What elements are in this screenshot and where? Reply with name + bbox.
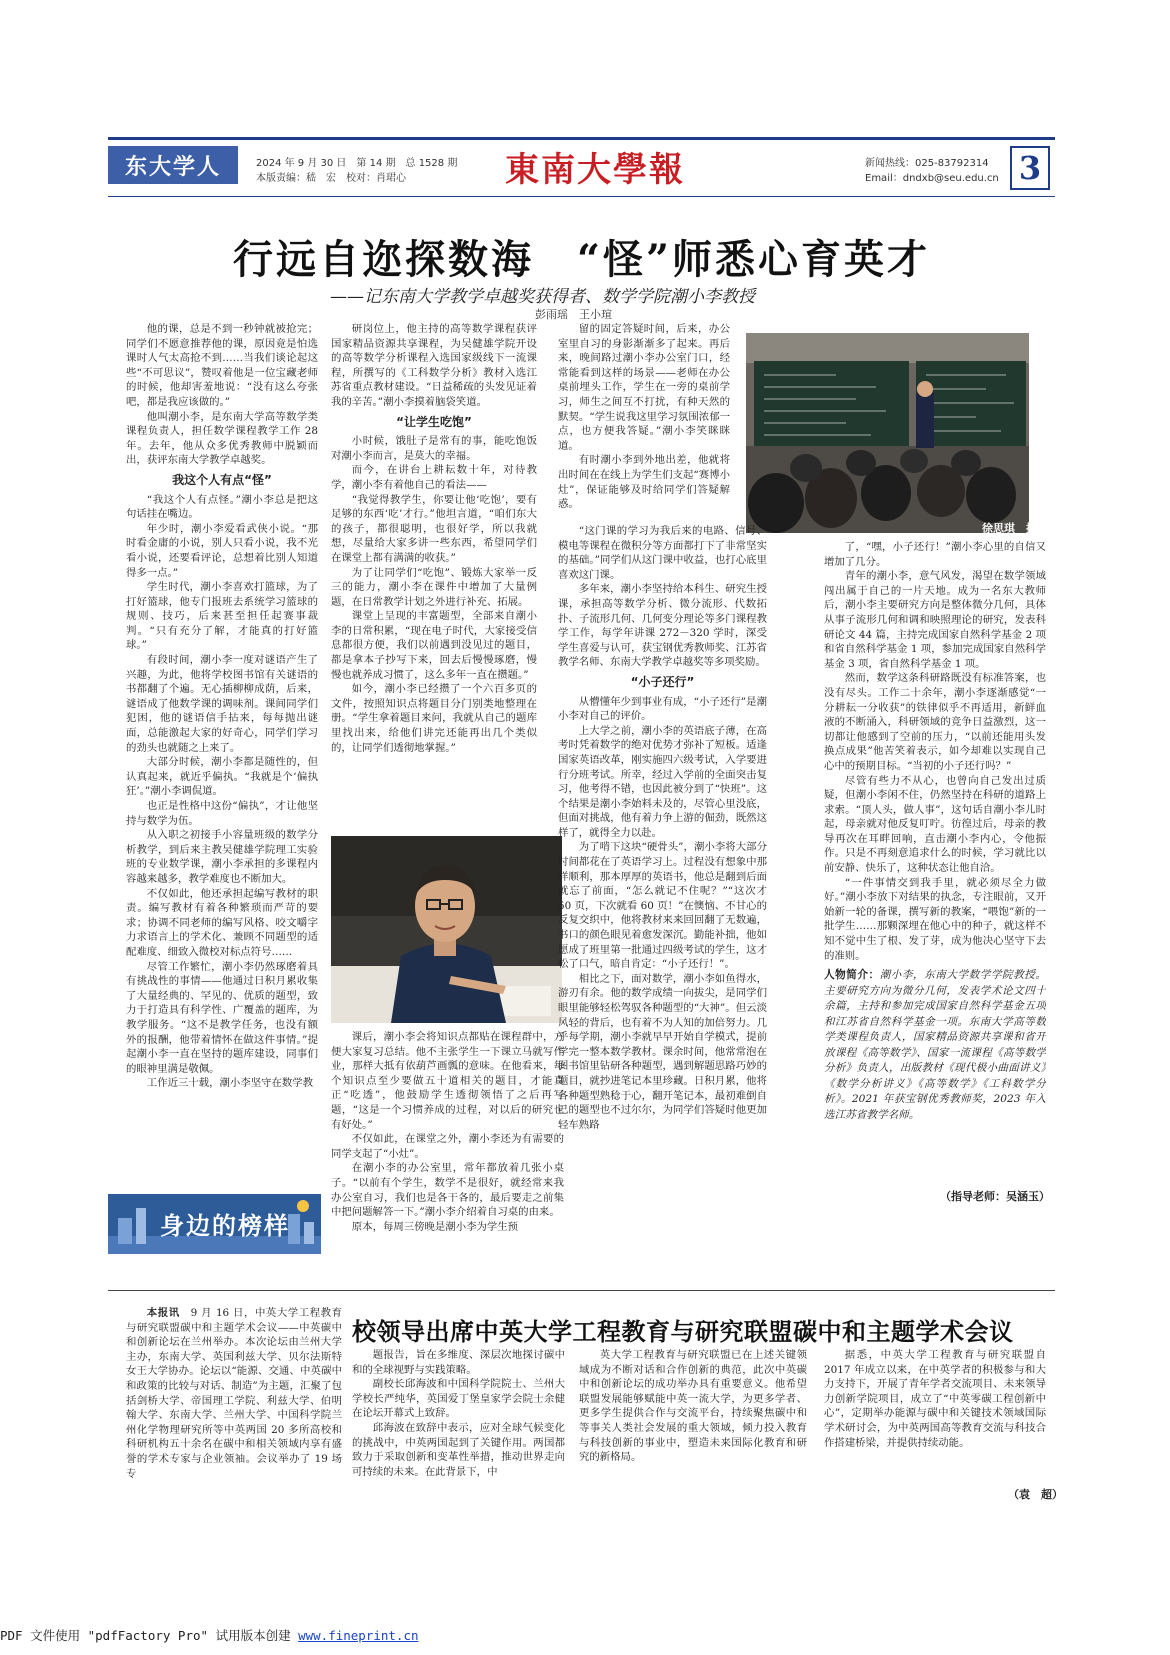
section-name: 东大学人	[108, 146, 238, 184]
portrait-image	[331, 836, 562, 1023]
feature-column-2-upper	[331, 322, 537, 830]
email[interactable]: Email：dndxb@seu.edu.cn	[865, 173, 999, 184]
paragraph: 研岗位上，他主持的高等数学课程获评国家精品资源共享课程，为吴健雄学院开设的高等数学分析课程入选国家级线下一流课程，所撰写的《工科数学分析》教材入选江苏省重点教材建设。“日益稀疏的头发见证着我的辛苦。”潮小李摸着脑袋笑道。	[331, 323, 537, 408]
news-column-1	[126, 1306, 342, 1506]
paragraph: 大部分时候，潮小李都是随性的，但认真起来，就近乎偏执。“我就是个‘偏执狂’。”潮小李调侃道。	[126, 756, 318, 798]
paragraph: 年少时，潮小李爱看武侠小说。“那时看金庸的小说，别人只看小说，我不光看小说，还要看评论，总想着比别人知道得多一点。”	[126, 522, 318, 579]
profile-text: 潮小李，东南大学数学学院教授。主要研究方向为微分几何，发表学术论文四十余篇，主持和参加完成国家自然科学基金五项和江苏省自然科学基金一项。东南大学高等数学类课程负责人，国家精品资源共享课和省开放课程《高等数学》、国家一流课程《高等数学分析》负责人，出版教材《现代极小曲面讲义》《数学分析讲义》《高等数学》《工科数学分析》。2021 年获宝钢优秀教师奖，2023 年入选江苏省教学名师。	[824, 969, 1046, 1121]
paragraph: 留的固定答疑时间，后来，办公室里自习的身影渐渐多了起来。再后来，晚间路过潮小李办公室门口，经常能看到这样的场景——老师在办公桌前埋头工作，学生在一旁的桌前学习，师生之间互不打扰，有种天然的默契。“学生说我这里学习氛围浓郁一点，也方便我答疑。”潮小李笑眯眯道。	[558, 323, 730, 452]
news-paragraph: 9 月 16 日，中英大学工程教育与研究联盟碳中和主题学术会议——中英碳中和创新论坛在兰州举办。本次论坛由兰州大学主办，东南大学、英国利兹大学、贝尔法斯特女王大学协办。论坛以“能源、交通、中英碳中和政策的比较与对话、制造”为主题，汇聚了包括剑桥大学、帝国理工学院、利兹大学、伯明翰大学、东南大学、兰州大学、中国科学院兰州化学物理研究所等中英两国 20 多所高校和科研机构五十余名在碳中和相关领域内享有盛誉的学术专家与企业领袖。会议举办了 19 场专	[126, 1307, 342, 1480]
paragraph: 小时候，饿肚子是常有的事，能吃饱饭对潮小李而言，是莫大的幸福。	[331, 435, 537, 462]
issue-line: 2024 年 9 月 30 日 第 14 期 总 1528 期	[256, 158, 458, 169]
paragraph: 有时潮小李到外地出差，他就将出时间在在线上为学生们支起“赛博小灶”，保证能够及时给同学们答疑解惑。	[558, 454, 730, 511]
paragraph: 工作近三十载，潮小李坚守在数学教	[146, 1077, 314, 1090]
paper-name-logo: 東南大學報	[505, 150, 685, 190]
paragraph: 为了让同学们“吃饱”、锻炼大家举一反三的能力，潮小李在课件中增加了大量例题，在日常教学计划之外进行补充、拓展。	[331, 566, 537, 608]
news-paragraph: 邱海波在致辞中表示，应对全球气候变化的挑战中，中英两国起到了关键作用。两国都致力于采取创新和变革性举措，推动世界走向可持续的未来。在此背景下，中	[352, 1421, 565, 1478]
paragraph: 有段时间，潮小李一度对谜语产生了兴趣，为此，他将学校图书馆有关谜语的书都翻了个遍。无心插柳柳成荫，后来，谜语成了他数学课的调味剂。课间同学们犯困，他的谜语信手拈来，每每抛出谜面，总能激起大家的好奇心，同学们学习的劲头也就随之上来了。	[126, 654, 318, 754]
paragraph: 原本，每周三傍晚是潮小李为学生预	[351, 1220, 519, 1233]
profile-box	[824, 968, 1046, 1183]
feature-column-3-upper	[558, 322, 730, 524]
profile-label: 人物简介：	[824, 969, 880, 981]
footer-text: PDF 文件使用 "pdfFactory Pro" 试用版本创建	[0, 1628, 299, 1643]
paragraph: 然而，数学这条科研路既没有标准答案，也没有尽头。工作二十余年，潮小李逐渐感觉“一分耕耘一分收获”的铁律似乎不再适用，新鲜血液的不断涌入，科研领域的竞争日益激烈，这一切都让他感到了空前的压力，“以前还能用头发换点成果”他苦笑着表示，如今却难以实现自己心中的预期目标。“当初的小子还行吗？”	[824, 672, 1046, 772]
news-headline: 校领导出席中英大学工程教育与研究联盟碳中和主题学术会议	[352, 1318, 1014, 1346]
portrait-photo	[331, 836, 562, 1023]
news-paragraph: 据悉，中英大学工程教育与研究联盟自 2017 年成立以来，在中英学者的积极参与和大力支持下，开展了青年学者交流项目、未来领导力创新学院项目，成立了“中英零碳工程创新中心”，定期举办能源与碳中和关键技术领域国际学术研讨会，为中英两国高等教育交流与科技合作搭建桥梁，并提供持续动能。	[824, 1349, 1046, 1449]
section-divider	[108, 1290, 1055, 1291]
section-heading: “让学生吃饱”	[396, 414, 472, 429]
photo-credit: 徐思琪 摄	[982, 522, 1037, 535]
advisor-note: （指导老师：吴涵玉）	[940, 1190, 1050, 1203]
paragraph: 从入职之初接手小容量班级的数学分析教学，到后来主教吴健雄学院理工实验班的专业数学课，潮小李承担的多课程内容越来越多，教学难度也不断加大。	[126, 829, 318, 885]
feature-headline: 行远自迩探数海 “怪”师悉心育英才	[232, 236, 930, 283]
feature-subheadline: ——记东南大学教学卓越奖获得者、数学学院潮小李教授	[330, 287, 755, 307]
paragraph: 多年来，潮小李坚持给本科生、研究生授课，承担高等数学分析、微分流形、代数拓扑、子流形几何、几何变分理论等多门课程教学工作，每学年讲课 272－320 学时，深受学生喜爱与认可，获宝钢优秀教师奖、江苏省教学名师、东南大学教学卓越奖等多项奖励。	[558, 583, 767, 669]
paragraph: 不仅如此，他还承担起编写教材的职责。编写教材有着各种繁琐而严苛的要求；协调不同老师的编写风格、咬文嚼字力求语言上的学术化、兼顾不同题型的适配难度、细致入微校对标点符号……	[126, 887, 318, 958]
page-number: 3	[1010, 146, 1050, 190]
paragraph: “我觉得教学生，你要让他‘吃饱’，要有足够的东西‘吃’才行。”他坦言道，“咱们东大的孩子，都很聪明，也很好学，所以我就想，尽量给大家多讲一些东西，希望同学们在课堂上都有满满的收获。”	[331, 493, 537, 564]
classroom-image	[746, 333, 1029, 533]
feature-column-3-lower	[558, 524, 767, 1260]
paragraph: 从懵懂年少到事业有成，“小子还行”是潮小李对自己的评价。	[558, 695, 767, 723]
editors-line: 本版责编：嵇 宏 校对：肖珺心	[256, 173, 406, 184]
hotline: 新闻热线：025-83792314	[865, 158, 989, 169]
paragraph: 青年的潮小李，意气风发，渴望在数学领域闯出属于自己的一片天地。成为一名东大教师后，潮小李主要研究方向是整体微分几何，具体从事子流形几何和调和映照理论的研究，发表科研论文 44 篇，主持完成国家自然科学基金 2 项和省自然科学基金 1 项，参加完成国家自然科学基金 3 项，省自然科学基金 1 项。	[824, 570, 1046, 670]
paragraph: 尽管有些力不从心，也曾向自己发出过质疑，但潮小李闲不住，仍然坚持在科研的道路上求索。“顶人头，做人事”，这句话自潮小李儿时起，母亲就对他反复叮咛。彷徨过后，母亲的教导再次在耳畔回响，直击潮小李内心，令他振作。只是不再刻意追求什么的时候，学习就比以前安静、快乐了，这种状态让他自洽。	[824, 774, 1046, 875]
section-heading: “小子还行”	[630, 674, 695, 689]
paragraph: 不仅如此，在课堂之外，潮小李还为有需要的同学支起了“小灶”。	[331, 1133, 564, 1160]
paragraph: 在潮小李的办公室里，常年都放着几张小桌子。“以前有个学生，数学不是很好，就经常来我办公室自习，我们也是各干各的，最后要走之前集中把问题解答一下。”潮小李介绍着自习桌的由来。	[331, 1162, 564, 1219]
footer-link[interactable]: www.fineprint.cn	[298, 1628, 419, 1643]
news-paragraph: 题报告，旨在多维度、深层次地探讨碳中和的全球视野与实践策略。	[352, 1349, 565, 1376]
news-lead-label: 本报讯	[146, 1307, 180, 1319]
paragraph: 了，“嘿，小子还行！”潮小李心里的自信又增加了几分。	[824, 541, 1046, 568]
news-column-3	[579, 1348, 807, 1508]
classroom-photo	[746, 333, 1029, 533]
paragraph: 也正是性格中这份“偏执”，才让他坚持与数学为伍。	[126, 800, 318, 827]
news-author: （袁 超）	[1008, 1488, 1063, 1501]
feature-column-2-lower	[331, 1030, 564, 1260]
paragraph: 而今，在讲台上耕耘数十年，对待教学，潮小李有着他自己的看法——	[331, 464, 537, 491]
news-column-2	[352, 1348, 565, 1508]
paragraph: 他的课，总是不到一秒钟就被抢完；同学们不愿意推荐他的课，原因竟是怕选课时人气太高抢不到……当我们谈论起这些“不可思议”，赞叹着他是一位宝藏老师的时候，他却害羞地说：“没有这么夸张吧，都是我应该做的。”	[126, 323, 318, 408]
pdf-footer	[0, 1626, 419, 1644]
contact-info	[865, 156, 999, 186]
section-heading: 我这个人有点“怪”	[172, 472, 272, 487]
paragraph: 尽管工作繁忙，潮小李仍然琢磨着具有挑战性的事情——他通过日积月累收集了大量经典的、罕见的、优质的题型，致力于打造具有科学性、广覆盖的题库，为教学服务。“这不是教学任务，也没有额外的报酬，他带着情怀在做这件事情。”提起潮小李一直在坚持的题库建设，同事们的眼神里满是敬佩。	[126, 960, 318, 1075]
paragraph: “一件事情交到我手里，就必须尽全力做好。”潮小李放下对结果的执念，专注眼前，又开始新一轮的备课，撰写新的教案，“喂饱”新的一批学生……那颗深埋在他心中的种子，就这样不知不觉中生了根、发了芽，成为他决心坚守下去的准则。	[824, 876, 1046, 962]
feature-byline: 彭雨瑶 王小瑄	[535, 308, 612, 321]
feature-column-1	[126, 322, 318, 1184]
paragraph: “我这个人有点怪。”潮小李总是把这句话挂在嘴边。	[126, 493, 318, 521]
paragraph: 学生时代，潮小李喜欢打篮球，为了打好篮球，他专门报班去系统学习篮球的规则、技巧，后来甚至担任起赛事裁判。“只有充分了解，才能真的打好篮球。”	[126, 581, 318, 652]
paragraph: 课后，潮小李会将知识点都贴在课程群中，方便大家复习总结。他不主张学生一下课立马就写作业，那样大抵有依葫芦画瓢的意味。在他看来，每个知识点至少要做五十道相关的题目，才能真正“吃透”，他鼓励学生透彻领悟了之后再写题，“这是一个习惯养成的过程，对以后的研究也有好处。”	[331, 1031, 564, 1131]
issue-info	[256, 156, 457, 186]
news-column-4	[824, 1348, 1046, 1480]
paragraph: 为了啃下这块“硬骨头”，潮小李将大部分时间都花在了英语学习上。过程没有想象中那样顺利，那本厚厚的英语书，他总是翻到后面就忘了前面，“怎么就记不住呢？”“这次才 50 页，下次就看 60 页！”在懊恼、不甘心的反复交织中，他将教材来来回回翻了无数遍，书口的颜色眼见着愈发深沉。勤能补拙，他如愿成了班里第一批通过四级考试的学生，这才松了口气，暗自肯定：“小子还行！”。	[558, 841, 767, 971]
paragraph: “这门课的学习为我后来的电路、信号、模电等课程在微积分等方面都打下了非常坚实的基础。”同学们从这门课中收益，也打心底里喜欢这门课。	[558, 525, 767, 581]
column-banner-title: 身边的榜样	[160, 1211, 290, 1240]
news-paragraph: 副校长邱海波和中国科学院院士、兰州大学校长严纯华，英国爱丁堡皇家学会院士余健在论坛开幕式上致辞。	[352, 1378, 565, 1420]
feature-column-4	[824, 540, 1046, 965]
news-paragraph: 英大学工程教育与研究联盟已在上述关键领域成为不断对话和合作创新的典范，此次中英碳中和创新论坛的成功举办具有重要意义。他希望联盟发展能够赋能中英一流大学，为更多学者、更多学生提供合作与交流平台，持续聚焦碳中和等事关人类社会发展的重大领域，倾力投入教育与科技创新的事业中，塑造未来国际化教育和研究的新格局。	[579, 1349, 807, 1464]
paragraph: 相比之下，面对数学，潮小李如鱼得水，游刃有余。他的数学成绩一向拔尖，是同学们眼里能够轻松驾驭各种题型的“大神”。但云淡风轻的背后，也有着不为人知的加倍努力。几乎每学期，潮小李就早早开始自学模式，提前学完一整本数学教材。课余时间，他常常泡在图书馆里钻研各种题型，遇到解题思路巧妙的题目，就抄进笔记本里珍藏。日积月累，他将各种题型熟稔于心，翻开笔记本，最初难倒自己的题型也不过尔尔，为同学们答疑时他更加轻车熟路	[558, 972, 767, 1131]
paragraph: 课堂上呈现的丰富题型，全部来自潮小李的日常积累，“现在电子时代，大家接受信息都很方便，我们以前遇到没见过的题目，都是拿本子抄写下来，回去后慢慢琢磨，慢慢也就养成习惯了，这么多年一直在攒题。”	[331, 610, 537, 681]
paragraph: 如今，潮小李已经攒了一个六百多页的文件，按照知识点将题目分门别类地整理在册。“学生拿着题目来问，我就从自己的题库里找出来，给他们讲完还能再出几个类似的，让同学们透彻地掌握。”	[331, 683, 537, 754]
paragraph: 上大学之前，潮小李的英语底子薄，在高考时凭着数学的绝对优势才弥补了短板。适逢国家英语改革，刚实施四六级考试，入学要进行分班考试。所幸，经过入学前的全面突击复习，他考得不错，也因此被分到了“快班”。这个结果是潮小李始料未及的，尽管心里没底，但面对挑战，他有着力争上游的倔劲，既然这样了，就得全力以赴。	[558, 724, 767, 839]
paragraph: 他叫潮小李，是东南大学高等数学类课程负责人，担任数学课程教学工作 28 年。去年，他从众多优秀教师中脱颖而出，获评东南大学教学卓越奖。	[126, 410, 318, 467]
